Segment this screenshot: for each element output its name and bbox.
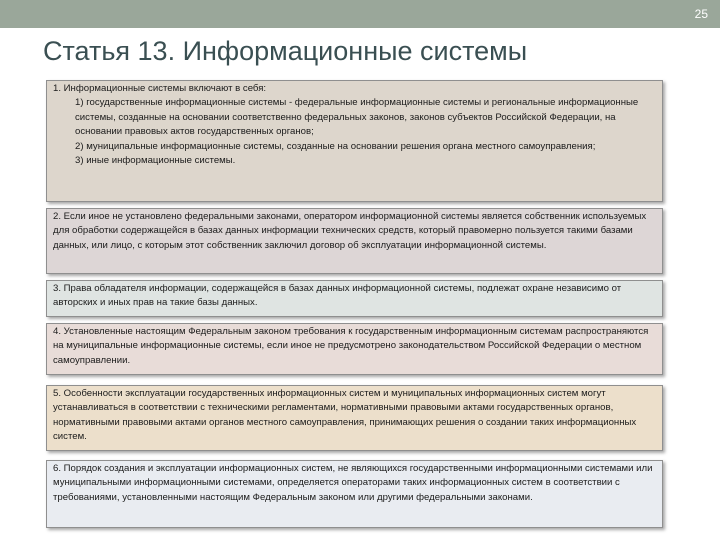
- header-bar: [0, 0, 720, 28]
- part-6-text: 6. Порядок создания и эксплуатации информационных систем, не являющихся государственными информационными системами или муниципальными информационными системами, определяется операторами таких информационных систем в соответствии с требованиями, установленными настоящим Федеральным законом или другими федеральными законами.: [53, 463, 653, 503]
- article-part-2: [46, 208, 663, 274]
- part-1-item-3: 3) иные информационные системы.: [75, 155, 236, 167]
- article-part-1: [46, 80, 663, 202]
- page-title: Статья 13. Информационные системы: [43, 36, 528, 66]
- part-5-text: 5. Особенности эксплуатации государственных информационных систем и муниципальных информационных систем могут устанавливаться в соответствии с техническими регламентами, нормативными правовыми актами государственных органов, нормативными правовыми актами органов местного самоуправления, принимающих решения о создании таких информационных систем.: [53, 388, 637, 443]
- part-1-intro: 1. Информационные системы включают в себя:: [53, 83, 267, 94]
- page-number: 25: [694, 7, 708, 21]
- article-part-5: [46, 385, 663, 451]
- part-4-text: 4. Установленные настоящим Федеральным законом требования к государственным информационным системам распространяются на муниципальные информационные системы, если иное не предусмотрено законодательством Российской Федерации о местном самоуправлении.: [53, 326, 649, 366]
- article-part-6: [46, 460, 663, 528]
- part-3-text: 3. Права обладателя информации, содержащейся в базах данных информационной системы, подлежат охране независимо от авторских и иных прав на такие базы данных.: [53, 283, 622, 309]
- article-part-3: [46, 280, 663, 317]
- article-part-4: [46, 323, 663, 375]
- part-1-item-1: 1) государственные информационные системы - федеральные информационные системы и региональные информационные системы, созданные на основании соответственно федеральных законов, законов субъектов Российской Федерации, на основании правовых актов государственных органов;: [75, 97, 639, 138]
- part-1-item-2: 2) муниципальные информационные системы, созданные на основании решения органа местного самоуправления;: [75, 140, 596, 152]
- part-2-text: 2. Если иное не установлено федеральными законами, оператором информационной системы является собственник используемых для обработки содержащейся в базах данных информации технических средств, который правомерно пользуется такими базами данных, или лицо, с которым этот собственник заключил договор об эксплуатации информационной системы.: [53, 211, 647, 251]
